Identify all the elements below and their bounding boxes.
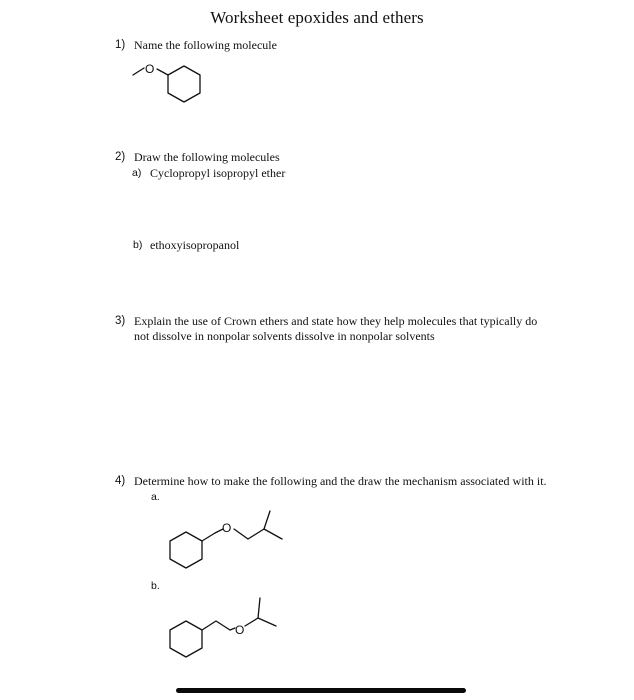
question-2a-text: Cyclopropyl isopropyl ether xyxy=(150,166,286,180)
ring-to-ch2-bond xyxy=(202,533,215,541)
ring-to-ch2-bond xyxy=(202,621,216,630)
home-indicator-bar[interactable] xyxy=(176,688,466,693)
cyclohexane-ring xyxy=(168,66,200,102)
oxygen-atom-label: O xyxy=(145,62,155,76)
ch2-to-ch-bond xyxy=(248,529,264,539)
ch2-to-ch2-bond xyxy=(216,621,230,630)
question-4-number: 4) xyxy=(115,475,126,487)
cyclohexane-ring xyxy=(170,621,202,657)
question-3-line-1: Explain the use of Crown ethers and state how they help molecules that typically do xyxy=(134,314,538,328)
methyl-bond-right xyxy=(258,618,276,626)
question-3-number: 3) xyxy=(115,315,126,327)
question-1-text: Name the following molecule xyxy=(134,38,277,52)
ether-bond xyxy=(157,69,168,75)
methyl-bond-right xyxy=(264,529,282,539)
question-3-line-2: not dissolve in nonpolar solvents dissolve in nonpolar solvents xyxy=(134,329,435,343)
question-2-number: 2) xyxy=(115,151,126,163)
oxygen-atom-label: O xyxy=(235,623,245,637)
question-4b-molecule xyxy=(160,590,300,670)
question-2a-label: a) xyxy=(132,167,142,179)
worksheet-title: Worksheet epoxides and ethers xyxy=(210,8,424,27)
question-1-molecule xyxy=(130,55,220,115)
question-4b-label: b. xyxy=(151,580,160,592)
question-4-text: Determine how to make the following and the draw the mechanism associated with it. xyxy=(134,474,547,488)
question-1-number: 1) xyxy=(115,39,126,51)
question-2-text: Draw the following molecules xyxy=(134,150,280,164)
o-to-ch2-bond xyxy=(234,529,248,539)
methyl-bond-up xyxy=(264,511,270,529)
oxygen-atom-label: O xyxy=(222,521,232,535)
o-to-c-bond xyxy=(245,618,258,626)
question-2b-label: b) xyxy=(133,239,143,251)
methyl-bond-up xyxy=(258,598,260,618)
question-4a-molecule xyxy=(160,505,300,575)
cyclohexane-ring xyxy=(170,532,202,568)
question-2b-text: ethoxyisopropanol xyxy=(150,238,240,252)
methyl-bond xyxy=(133,68,144,75)
question-4a-label: a. xyxy=(151,491,160,503)
